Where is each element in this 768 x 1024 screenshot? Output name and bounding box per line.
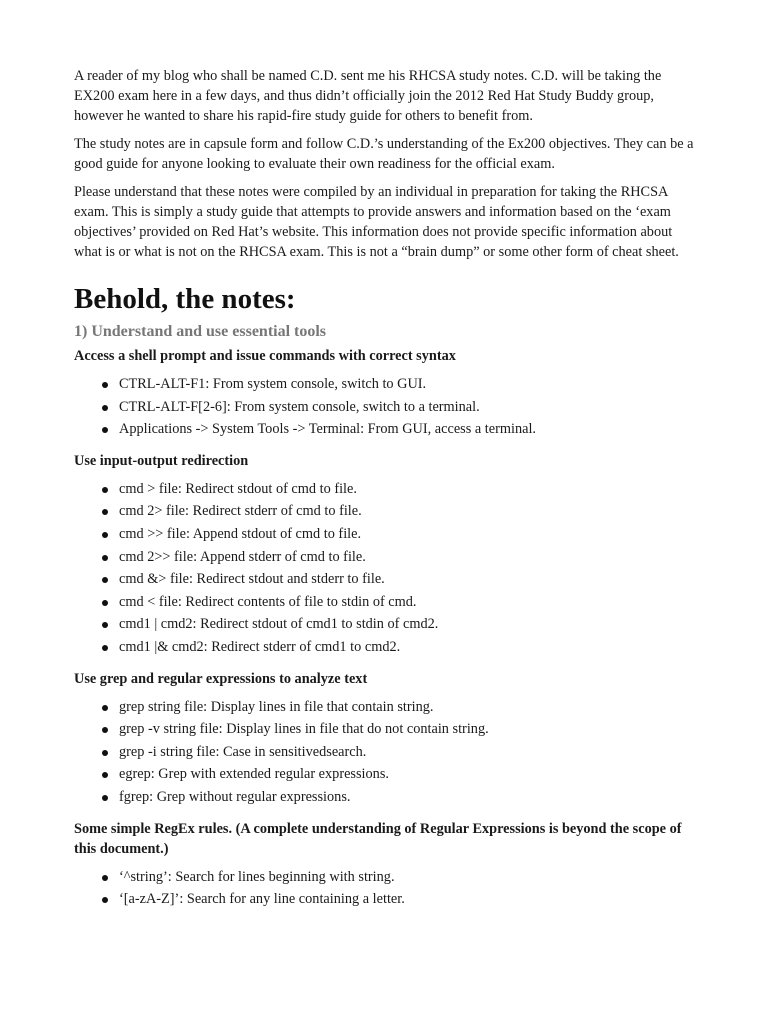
list-item xyxy=(74,636,694,659)
bullet-icon xyxy=(102,532,108,538)
subsection-title-shell-prompt: Access a shell prompt and issue commands with correct syntax xyxy=(74,348,456,364)
list-item-text: cmd &> file: Redirect stdout and stderr to file. xyxy=(119,571,385,588)
list-item-text: cmd > file: Redirect stdout of cmd to file. xyxy=(119,480,357,497)
section-title: 1) Understand and use essential tools xyxy=(74,323,327,340)
list-item-text: grep -v string file: Display lines in file that do not contain string. xyxy=(119,721,489,738)
list-item xyxy=(74,763,694,786)
list-item xyxy=(74,523,694,546)
list-item-text: cmd1 |& cmd2: Redirect stderr of cmd1 to cmd2. xyxy=(119,638,401,655)
list-item-text: grep string file: Display lines in file that contain string. xyxy=(119,698,434,715)
list-item-text: cmd 2> file: Redirect stderr of cmd to file. xyxy=(119,503,362,520)
bullet-icon xyxy=(102,875,108,881)
bullet-icon xyxy=(102,897,108,903)
bullet-list-redirection xyxy=(74,478,694,659)
list-item xyxy=(74,373,694,396)
list-item xyxy=(74,613,694,636)
list-item-text: CTRL-ALT-F1: From system console, switch to GUI. xyxy=(119,376,427,392)
bullet-icon xyxy=(102,795,108,801)
list-item xyxy=(74,786,694,809)
list-item xyxy=(74,696,694,719)
intro-paragraph: The study notes are in capsule form and follow C.D.’s understanding of the Ex200 objectives. They can be a good guide for anyone looking to evaluate their own readiness for the official exam. xyxy=(74,136,694,172)
intro-paragraph: A reader of my blog who shall be named C.D. sent me his RHCSA study notes. C.D. will be taking the EX200 exam here in a few days, and thus didn’t officially join the 2012 Red Hat Study Buddy group, however he wanted to share his rapid-fire study guide for others to benefit from. xyxy=(74,68,662,124)
list-item xyxy=(74,866,694,889)
bullet-icon xyxy=(102,382,108,388)
bullet-list-shell-prompt xyxy=(74,373,694,441)
list-item xyxy=(74,546,694,569)
list-item-text: egrep: Grep with extended regular expressions. xyxy=(119,766,389,783)
list-item-text: ‘[a-zA-Z]’: Search for any line containing a letter. xyxy=(119,891,405,908)
bullet-icon xyxy=(102,427,108,433)
list-item-text: ‘^string’: Search for lines beginning with string. xyxy=(119,868,395,885)
list-item xyxy=(74,478,694,501)
bullet-icon xyxy=(102,509,108,515)
list-item-text: fgrep: Grep without regular expressions. xyxy=(119,788,351,805)
list-item-text: grep -i string file: Case in sensitivedsearch. xyxy=(119,743,367,760)
list-item xyxy=(74,591,694,614)
subsection-title-grep: Use grep and regular expressions to analyze text xyxy=(74,670,368,687)
bullet-list-grep xyxy=(74,696,694,809)
list-item xyxy=(74,741,694,764)
bullet-icon xyxy=(102,487,108,493)
list-item-text: cmd >> file: Append stdout of cmd to file. xyxy=(119,525,362,542)
bullet-icon xyxy=(102,577,108,583)
list-item-text: cmd 2>> file: Append stderr of cmd to file. xyxy=(119,548,366,565)
list-item xyxy=(74,888,694,911)
list-item-text: CTRL-ALT-F[2-6]: From system console, switch to a terminal. xyxy=(119,398,480,415)
list-item-text: cmd < file: Redirect contents of file to stdin of cmd. xyxy=(119,593,417,610)
bullet-icon xyxy=(102,645,108,651)
list-item xyxy=(74,718,694,741)
bullet-icon xyxy=(102,555,108,561)
bullet-icon xyxy=(102,600,108,606)
bullet-icon xyxy=(102,772,108,778)
list-item xyxy=(74,568,694,591)
list-item-text: Applications -> System Tools -> Terminal: From GUI, access a terminal. xyxy=(119,421,537,438)
list-item xyxy=(74,396,694,419)
bullet-icon xyxy=(102,405,108,411)
list-item xyxy=(74,500,694,523)
subsection-title-redirection: Use input-output redirection xyxy=(74,452,249,469)
list-item xyxy=(74,418,694,441)
bullet-list-regex xyxy=(74,866,694,911)
notes-heading: Behold, the notes: xyxy=(74,283,296,315)
intro-paragraph: Please understand that these notes were compiled by an individual in preparation for taking the RHCSA exam. This is simply a study guide that attempts to provide answers and information based on the ‘exam objectives’ provided on Red Hat’s website. This information does not provide specific information about what is or what is not on the RHCSA exam. This is not a “brain dump” or some other form of cheat sheet. xyxy=(74,184,679,260)
subsection-title-regex: Some simple RegEx rules. (A complete understanding of Regular Expressions is beyond the scope of this document.) xyxy=(74,820,682,857)
bullet-icon xyxy=(102,705,108,711)
bullet-icon xyxy=(102,750,108,756)
bullet-icon xyxy=(102,727,108,733)
bullet-icon xyxy=(102,622,108,628)
list-item-text: cmd1 | cmd2: Redirect stdout of cmd1 to stdin of cmd2. xyxy=(119,616,439,633)
